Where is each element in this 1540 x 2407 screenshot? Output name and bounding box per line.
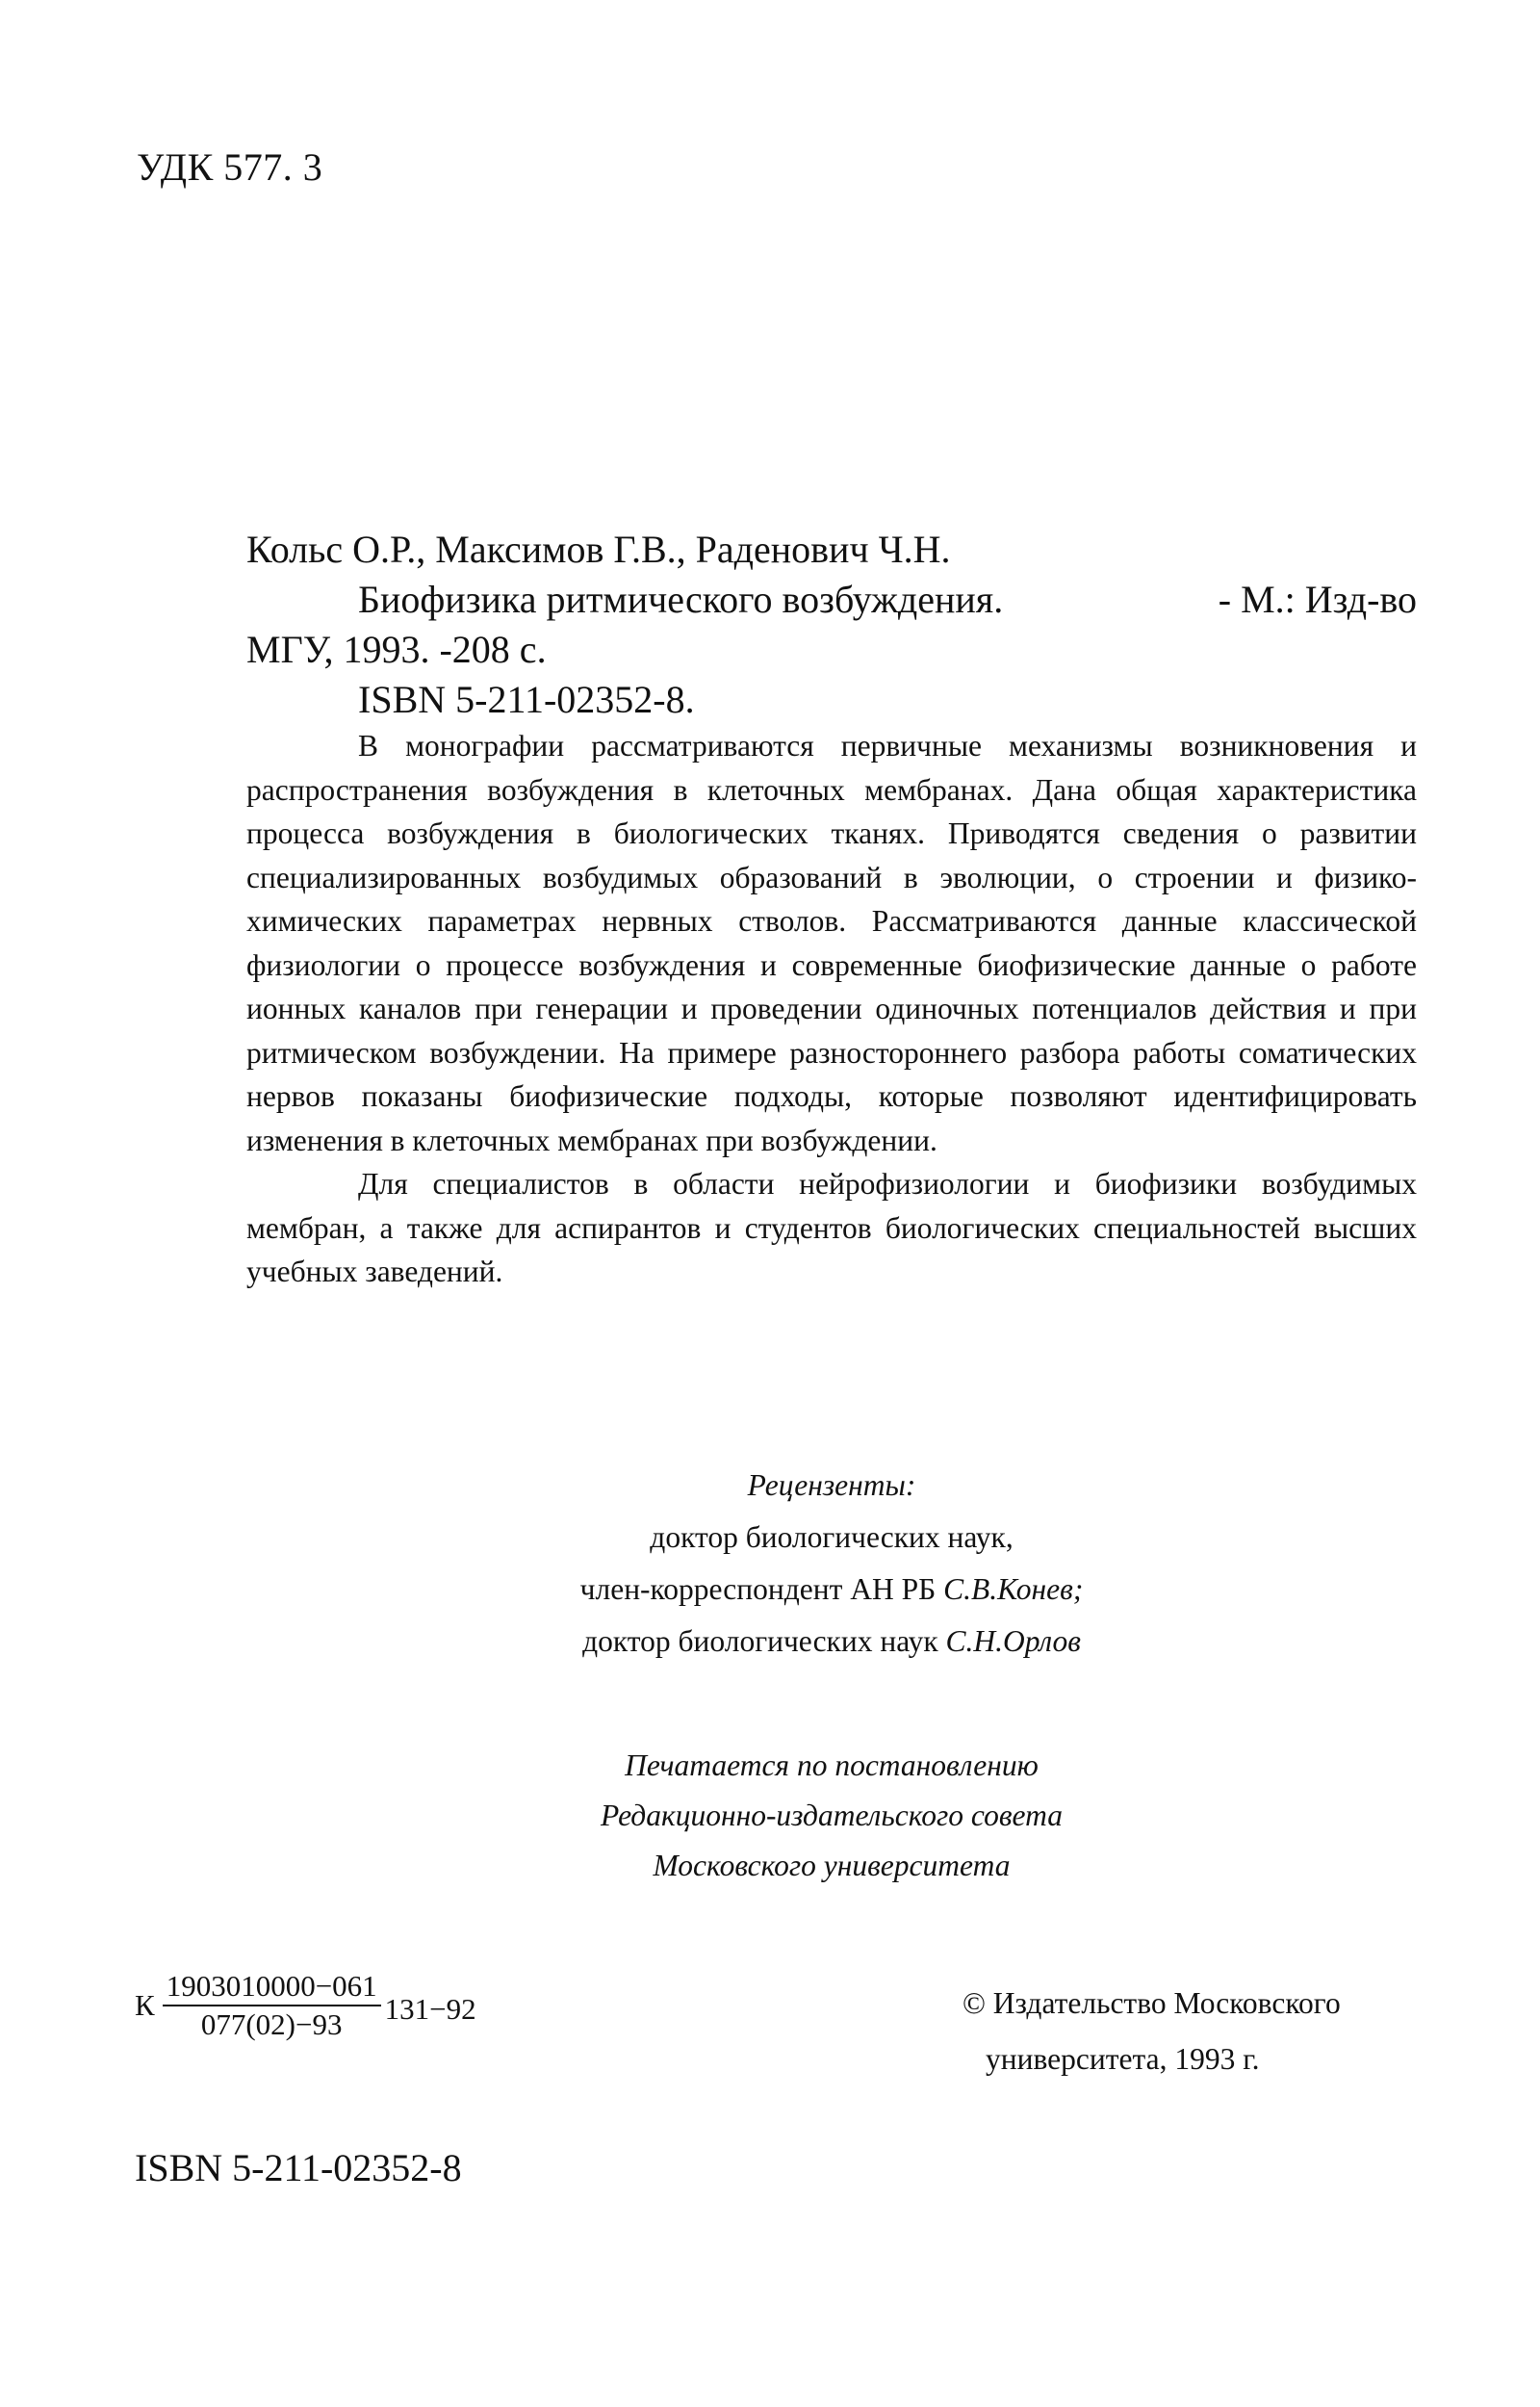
print-note-line-3: Московского университета xyxy=(653,1849,1011,1882)
print-note-line-1: Печатается по постановлению xyxy=(625,1748,1039,1782)
authors: Кольс О.Р., Максимов Г.В., Раденович Ч.Н. xyxy=(246,528,951,571)
copyright-line-2: университета, 1993 г. xyxy=(986,2042,1260,2076)
reviewers-heading: Рецензенты: xyxy=(747,1468,916,1502)
publisher-part1: - М.: Изд-во xyxy=(1218,578,1417,621)
code-fraction xyxy=(163,1970,381,2041)
book-title: Биофизика ритмического возбуждения. xyxy=(358,578,1004,621)
copyright-notice xyxy=(962,1976,1424,2087)
udk-code: УДК 577. 3 xyxy=(137,145,323,189)
copyright-line-1: © Издательство Московского xyxy=(962,1986,1341,2020)
code-numerator: 1903010000−061 xyxy=(163,1970,381,2006)
title-line xyxy=(246,575,1417,625)
publication-code xyxy=(135,1970,476,2041)
reviewer-line-3 xyxy=(246,1616,1417,1668)
reviewer-line-2 xyxy=(246,1564,1417,1616)
reviewer-3-title: доктор биологических наук xyxy=(582,1624,938,1658)
annotation-paragraph-1: В монографии рассматриваются первичные механизмы возникновения и распространения возбуждения в клеточных мембранах. Дана общая характеристика процесса возбуждения в биологических тканях. Приводятся сведения о развитии специализированных возбудимых образований в эволюции, о строении и физико-химических параметрах нервных стволов. Рассматриваются данные классической физиологии о процессе возбуждения и современные биофизические данные о работе ионных каналов при генерации и проведении одиночных потенциалов действия и при ритмическом возбуждении. На примере разностороннего разбора работы соматических нервов показаны биофизические подходы, которые позволяют идентифицировать изменения в клеточных мембранах при возбуждении. xyxy=(246,729,1417,1157)
publisher-part2: МГУ, 1993. -208 с. xyxy=(246,628,547,671)
isbn-bottom: ISBN 5-211-02352-8 xyxy=(135,2146,462,2189)
code-denominator: 077(02)−93 xyxy=(200,2007,343,2041)
annotation-paragraph-2: Для специалистов в области нейрофизиологии и биофизики возбудимых мембран, а также для аспирантов и студентов биологических специальностей высших учебных заведений. xyxy=(246,1167,1417,1288)
code-letter: К xyxy=(135,1988,155,2022)
isbn-record: ISBN 5-211-02352-8. xyxy=(358,678,695,721)
print-approval-note xyxy=(246,1741,1417,1891)
reviewers-block xyxy=(246,1460,1417,1668)
reviewer-2-name: С.В.Конев; xyxy=(943,1572,1084,1606)
reviewer-line-1: доктор биологических наук, xyxy=(650,1520,1014,1554)
bibliographic-record xyxy=(246,525,1417,725)
print-note-line-2: Редакционно-издательского совета xyxy=(600,1799,1064,1832)
annotation xyxy=(246,724,1417,1294)
reviewer-3-name: С.Н.Орлов xyxy=(945,1624,1081,1658)
code-suffix: 131−92 xyxy=(384,1992,476,2026)
reviewer-2-title: член-корреспондент АН РБ xyxy=(579,1572,937,1606)
